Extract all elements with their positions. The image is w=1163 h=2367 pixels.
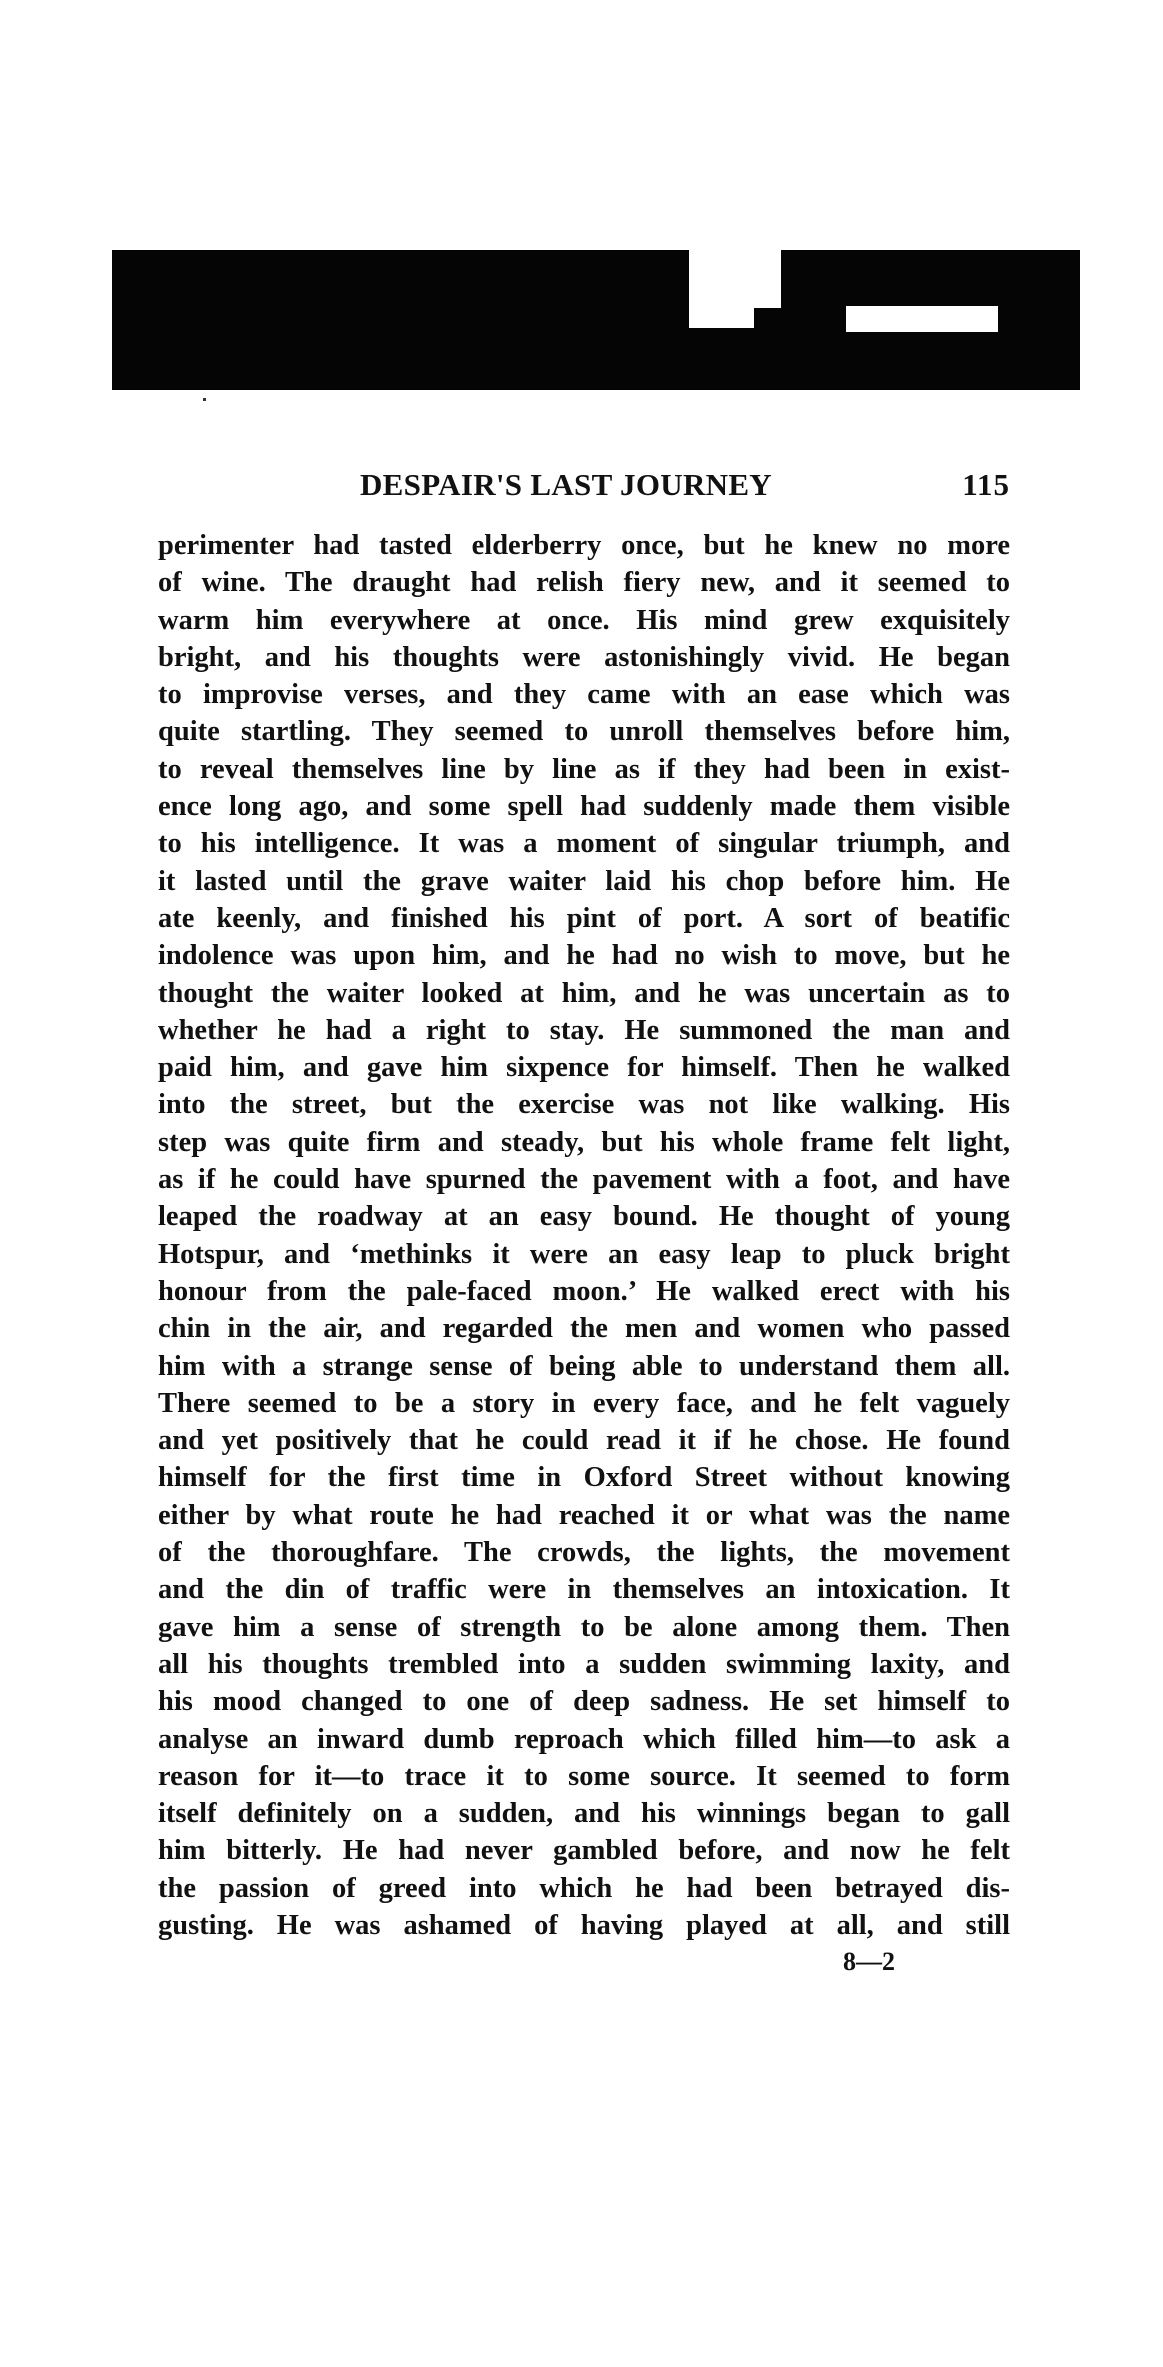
text-line: analyse an inward dumb reproach which filled him—to ask a <box>158 1723 1010 1755</box>
text-line: bright, and his thoughts were astonishingly vivid. He began <box>158 641 1010 673</box>
text-line: his mood changed to one of deep sadness. He set himself to <box>158 1686 1010 1718</box>
text-line: it lasted until the grave waiter laid his chop before him. He <box>158 865 1010 897</box>
text-line: as if he could have spurned the pavement with a foot, and have <box>158 1164 1010 1196</box>
band-notch <box>689 250 781 308</box>
text-line: of the thoroughfare. The crowds, the lights, the movement <box>158 1537 1010 1569</box>
text-line: and the din of traffic were in themselves an intoxication. It <box>158 1574 1010 1606</box>
text-line: all his thoughts trembled into a sudden swimming laxity, and <box>158 1648 1010 1680</box>
text-line: of wine. The draught had relish fiery new, and it seemed to <box>158 567 1010 599</box>
text-line: quite startling. They seemed to unroll themselves before him, <box>158 716 1010 748</box>
text-line: to his intelligence. It was a moment of singular triumph, and <box>158 828 1010 860</box>
text-line: paid him, and gave him sixpence for himself. Then he walked <box>158 1052 1010 1084</box>
running-title: DESPAIR'S LAST JOURNEY <box>360 467 772 502</box>
text-line: the passion of greed into which he had been betrayed dis- <box>158 1872 1010 1904</box>
text-line: warm him everywhere at once. His mind grew exquisitely <box>158 604 1010 636</box>
text-line: honour from the pale-faced moon.’ He walked erect with his <box>158 1275 1010 1307</box>
text-line: either by what route he had reached it or what was the name <box>158 1499 1010 1531</box>
text-line: himself for the first time in Oxford Street without knowing <box>158 1462 1010 1494</box>
text-line: chin in the air, and regarded the men and women who passed <box>158 1313 1010 1345</box>
text-line: indolence was upon him, and he had no wish to move, but he <box>158 940 1010 972</box>
band-notch-tab <box>846 306 998 332</box>
band-notch-bar <box>689 308 754 328</box>
text-line: step was quite firm and steady, but his whole frame felt light, <box>158 1126 1010 1158</box>
text-line: into the street, but the exercise was not like walking. His <box>158 1089 1010 1121</box>
text-line: ence long ago, and some spell had suddenly made them visible <box>158 791 1010 823</box>
text-line: There seemed to be a story in every face, and he felt vaguely <box>158 1387 1010 1419</box>
text-line: him bitterly. He had never gambled before, and now he felt <box>158 1835 1010 1867</box>
redacted-header-band <box>112 250 1080 390</box>
text-line: leaped the roadway at an easy bound. He thought of young <box>158 1201 1010 1233</box>
text-line: ate keenly, and finished his pint of port. A sort of beatific <box>158 902 1010 934</box>
scan-speck <box>203 398 206 401</box>
signature-mark: 8—2 <box>843 1947 895 1976</box>
text-line: to reveal themselves line by line as if they had been in exist- <box>158 753 1010 785</box>
text-line: whether he had a right to stay. He summoned the man and <box>158 1014 1010 1046</box>
text-line: and yet positively that he could read it if he chose. He found <box>158 1425 1010 1457</box>
text-line: perimenter had tasted elderberry once, but he knew no more <box>158 530 1010 561</box>
body-text <box>158 527 1010 1944</box>
text-line: Hotspur, and ‘methinks it were an easy leap to pluck bright <box>158 1238 1010 1270</box>
running-header <box>158 467 1010 507</box>
text-line: reason for it—to trace it to some source. It seemed to form <box>158 1760 1010 1792</box>
text-line: itself definitely on a sudden, and his winnings began to gall <box>158 1798 1010 1830</box>
text-line: thought the waiter looked at him, and he was uncertain as to <box>158 977 1010 1009</box>
text-line: to improvise verses, and they came with an ease which was <box>158 679 1010 711</box>
text-line: gave him a sense of strength to be alone among them. Then <box>158 1611 1010 1643</box>
text-line: him with a strange sense of being able to understand them all. <box>158 1350 1010 1382</box>
page-number: 115 <box>962 467 1010 502</box>
text-line: gusting. He was ashamed of having played at all, and still <box>158 1909 1010 1941</box>
